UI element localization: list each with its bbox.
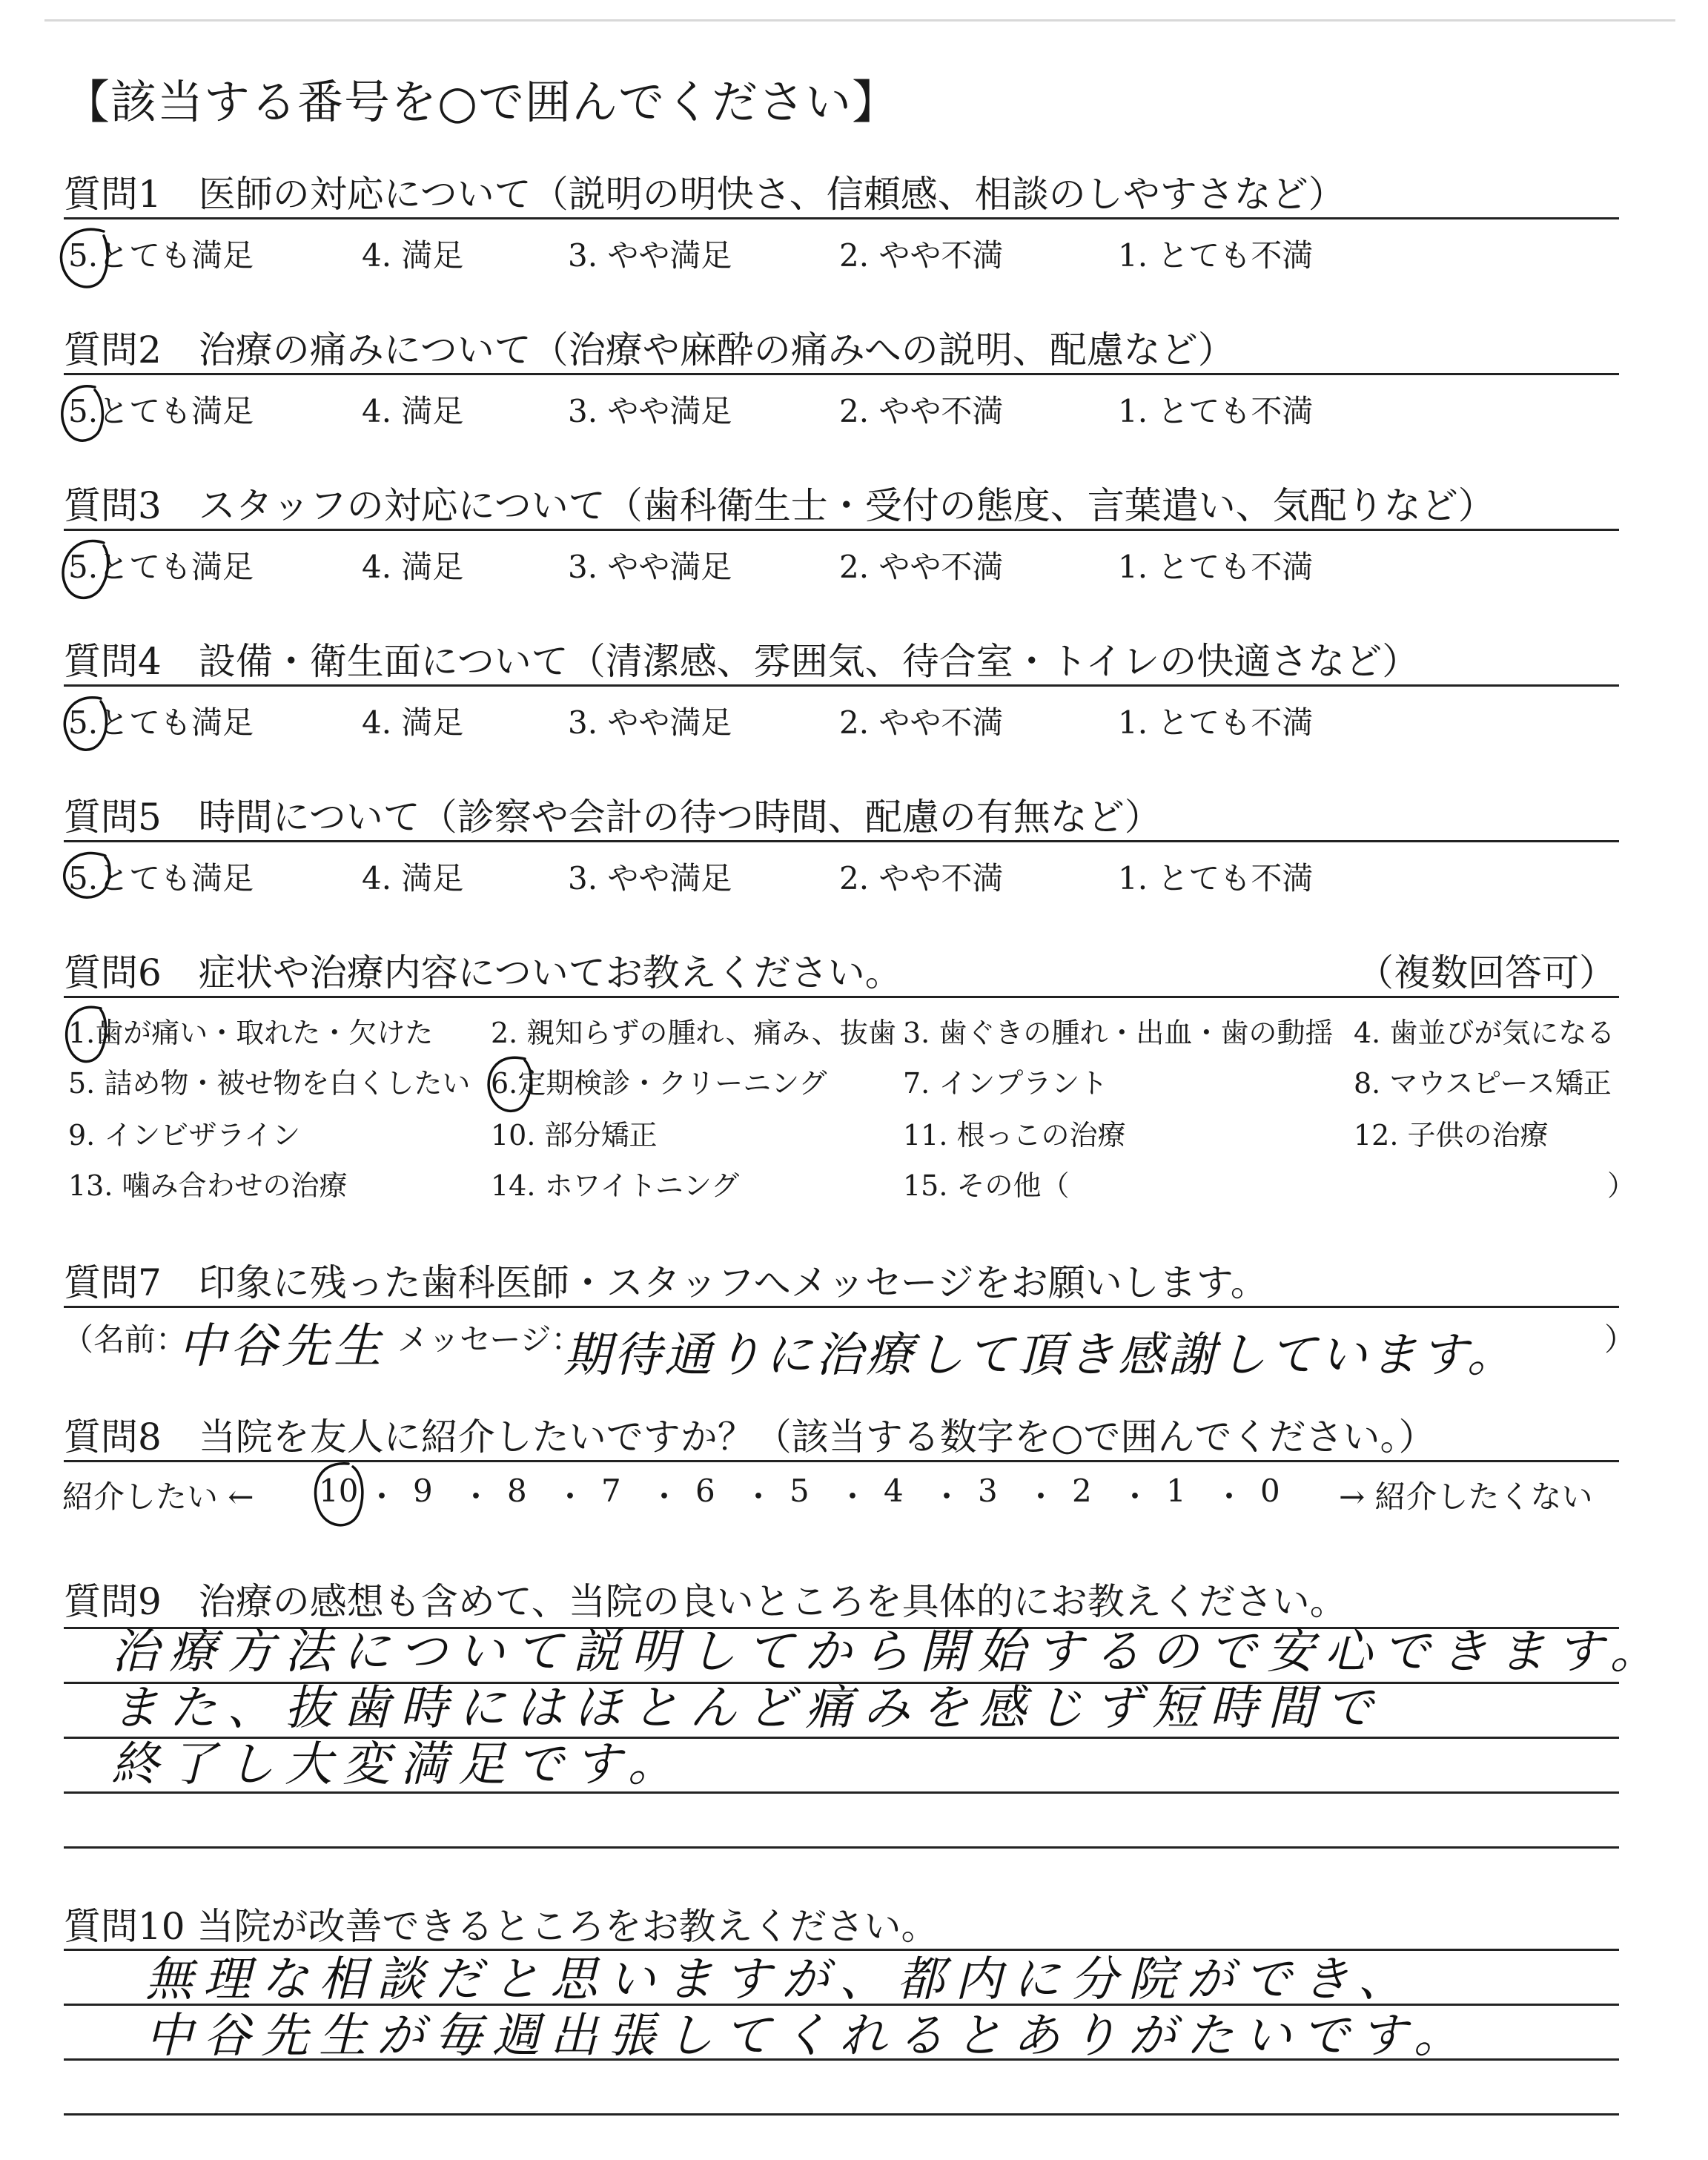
q8-scale-3[interactable]: 3 [978, 1473, 998, 1509]
q3-option-5[interactable]: 5.とても満足 [68, 549, 254, 585]
q9-handwritten-line-2[interactable]: また、抜歯時にはほとんど痛みを感じず短時間で [111, 1681, 1383, 1736]
question-4-title: 質問4 設備・衛生面について（清潔感、雰囲気、待合室・トイレの快適さなど） [64, 640, 1420, 683]
q2-selection-circle [62, 386, 103, 440]
q3-option-2[interactable]: 2. やや不満 [839, 549, 1004, 585]
q6-item-13[interactable]: 13. 噛み合わせの治療 [68, 1169, 348, 1202]
q6-item-12[interactable]: 12. 子供の治療 [1354, 1119, 1549, 1152]
question-2-title: 質問2 治療の痛みについて（治療や麻酔の痛みへの説明、配慮など） [64, 328, 1235, 371]
q6-item-5[interactable]: 5. 詰め物・被せ物を白くしたい [68, 1067, 471, 1100]
q1-option-1[interactable]: 1. とても不満 [1118, 237, 1314, 274]
question-10-title: 質問10 当院が改善できるところをお教えください。 [64, 1905, 939, 1948]
q8-scale-separator: ・ [1119, 1479, 1151, 1515]
q6-item-10[interactable]: 10. 部分矯正 [491, 1119, 658, 1152]
question-6-note: （複数回答可） [1357, 951, 1616, 994]
form-header: 【該当する番号を○で囲んでください】 [64, 75, 899, 129]
q5-option-1[interactable]: 1. とても不満 [1118, 860, 1314, 896]
q4-option-4[interactable]: 4. 満足 [362, 704, 464, 741]
question-5-title: 質問5 時間について（診察や会計の待つ時間、配慮の有無など） [64, 796, 1162, 839]
q6-item-14[interactable]: 14. ホワイトニング [491, 1169, 740, 1202]
q6-item-6[interactable]: 6.定期検診・クリーニング [491, 1067, 827, 1100]
q10-handwritten-line-1[interactable]: 無理な相談だと思いますが、都内に分院ができ、 [145, 1952, 1416, 2007]
q6-item-4[interactable]: 4. 歯並びが気になる [1354, 1017, 1615, 1049]
q2-option-1[interactable]: 1. とても不満 [1118, 393, 1314, 429]
q7-name-handwritten[interactable]: 中谷先生 [178, 1319, 385, 1374]
q8-selection-circle [316, 1464, 363, 1525]
q8-scale-6[interactable]: 6 [695, 1473, 715, 1509]
q3-selection-circle [63, 541, 108, 598]
q6-item-6-selection-circle [489, 1057, 531, 1111]
q6-item-11[interactable]: 11. 根っこの治療 [903, 1119, 1126, 1152]
q1-option-3[interactable]: 3. やや満足 [568, 237, 732, 274]
q8-scale-separator: ・ [1214, 1479, 1245, 1515]
q1-selection-circle [61, 229, 107, 287]
q2-option-3[interactable]: 3. やや満足 [568, 393, 732, 429]
q8-scale-7[interactable]: 7 [601, 1473, 621, 1509]
q8-scale-separator: ・ [931, 1479, 963, 1515]
q3-option-4[interactable]: 4. 満足 [362, 549, 464, 585]
question-6-title: 質問6 症状や治療内容についてお教えください。 [64, 951, 902, 994]
q5-option-4[interactable]: 4. 満足 [362, 860, 464, 896]
q6-item-2[interactable]: 2. 親知らずの腫れ、痛み、抜歯 [491, 1017, 896, 1049]
q5-selection-circle [64, 853, 110, 898]
q6-item-8[interactable]: 8. マウスピース矯正 [1354, 1067, 1612, 1100]
q8-right-label: → 紹介したくない [1339, 1479, 1593, 1515]
q7-message-label: メッセージ： [397, 1321, 583, 1358]
q1-option-2[interactable]: 2. やや不満 [839, 237, 1004, 274]
q8-scale-1[interactable]: 1 [1166, 1473, 1186, 1509]
q6-item-1[interactable]: 1.歯が痛い・取れた・欠けた [68, 1017, 434, 1049]
q4-option-1[interactable]: 1. とても不満 [1118, 704, 1314, 741]
q8-scale-4[interactable]: 4 [884, 1473, 904, 1509]
q7-close-paren: ） [1604, 1321, 1636, 1358]
q8-scale-separator: ・ [837, 1479, 869, 1515]
q9-handwritten-line-1[interactable]: 治療方法について説明してから開始するので安心できます。 [111, 1625, 1668, 1680]
q8-scale-separator: ・ [555, 1479, 586, 1515]
question-9-title: 質問9 治療の感想も含めて、当院の良いところを具体的にお教えください。 [64, 1580, 1347, 1623]
q5-option-2[interactable]: 2. やや不満 [839, 860, 1004, 896]
q8-scale-separator: ・ [743, 1479, 775, 1515]
q8-scale-0[interactable]: 0 [1260, 1473, 1280, 1509]
q2-option-4[interactable]: 4. 満足 [362, 393, 464, 429]
question-1-title: 質問1 医師の対応について（説明の明快さ、信頼感、相談のしやすさなど） [64, 173, 1345, 216]
q8-scale-separator: ・ [460, 1479, 492, 1515]
q10-handwritten-line-2[interactable]: 中谷先生が毎週出張してくれるとありがたいです。 [145, 2009, 1472, 2064]
q4-option-5[interactable]: 5.とても満足 [68, 704, 254, 741]
q8-scale-separator: ・ [1025, 1479, 1057, 1515]
q8-scale-separator: ・ [649, 1479, 681, 1515]
q6-item-7[interactable]: 7. インプラント [903, 1067, 1108, 1100]
q3-option-3[interactable]: 3. やや満足 [568, 549, 732, 585]
question-7-title: 質問7 印象に残った歯科医師・スタッフへメッセージをお願いします。 [64, 1261, 1268, 1304]
q8-scale-10[interactable]: 10 [319, 1473, 359, 1509]
q1-option-5[interactable]: 5.とても満足 [68, 237, 254, 274]
q1-option-4[interactable]: 4. 満足 [362, 237, 464, 274]
q7-name-label: （名前： [62, 1321, 188, 1358]
q8-scale-8[interactable]: 8 [507, 1473, 527, 1509]
q8-scale-separator: ・ [366, 1479, 398, 1515]
q8-left-label: 紹介したい ← [62, 1479, 254, 1515]
q7-message-handwritten[interactable]: 期待通りに治療して頂き感謝しています。 [563, 1328, 1517, 1383]
q9-handwritten-line-3[interactable]: 終了し大変満足です。 [111, 1737, 686, 1792]
question-8-title: 質問8 当院を友人に紹介したいですか？（該当する数字を○で囲んでください。） [64, 1416, 1436, 1459]
q4-selection-circle [64, 698, 106, 750]
question-3-title: 質問3 スタッフの対応について（歯科衛生士・受付の態度、言葉遣い、気配りなど） [64, 484, 1495, 527]
q4-option-3[interactable]: 3. やや満足 [568, 704, 732, 741]
q6-item-15[interactable]: 15. その他（ [903, 1169, 1070, 1202]
q8-scale-9[interactable]: 9 [413, 1473, 433, 1509]
q5-option-3[interactable]: 3. やや満足 [568, 860, 732, 896]
q8-scale-2[interactable]: 2 [1072, 1473, 1092, 1509]
q6-item-15-close: ） [1607, 1169, 1636, 1202]
q2-option-2[interactable]: 2. やや不満 [839, 393, 1004, 429]
q6-item-9[interactable]: 9. インビザライン [68, 1119, 301, 1152]
q5-option-5[interactable]: 5.とても満足 [68, 860, 254, 896]
q6-item-1-selection-circle [67, 1007, 106, 1061]
q2-option-5[interactable]: 5.とても満足 [68, 393, 254, 429]
q3-option-1[interactable]: 1. とても不満 [1118, 549, 1314, 585]
q8-scale-5[interactable]: 5 [790, 1473, 810, 1509]
q4-option-2[interactable]: 2. やや不満 [839, 704, 1004, 741]
q6-item-3[interactable]: 3. 歯ぐきの腫れ・出血・歯の動揺 [903, 1017, 1334, 1049]
